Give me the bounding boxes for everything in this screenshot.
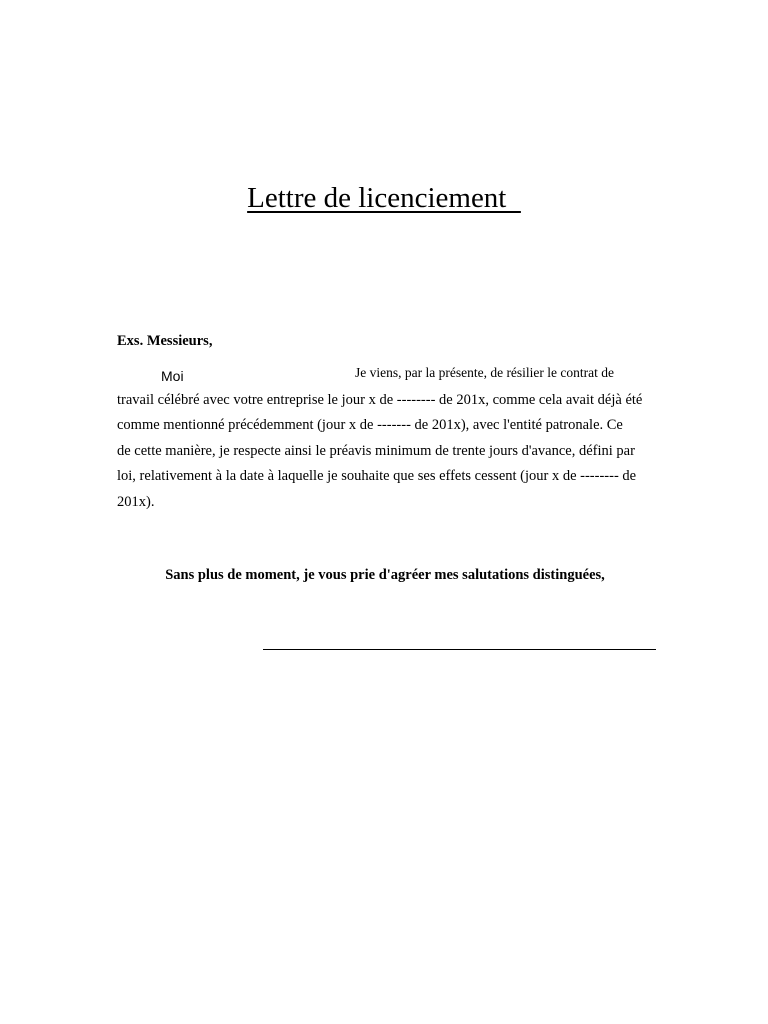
first-line-text: Je viens, par la présente, de résilier le contrat de — [355, 365, 615, 380]
document-title — [0, 180, 768, 216]
body-line: comme mentionné précédemment (jour x de ------- de 201x), avec l'entité patronale. Ce — [117, 417, 623, 433]
body-first-line — [117, 362, 637, 388]
body-line: de cette manière, je respecte ainsi le préavis minimum de trente jours d'avance, défini par — [117, 442, 635, 459]
first-word: Moi — [161, 368, 184, 384]
title-text: Lettre de licenciement — [247, 182, 521, 214]
signature-line — [263, 649, 656, 650]
body-line: loi, relativement à la date à laquelle je souhaite que ses effets cessent (jour x de -------- de — [117, 468, 637, 484]
salutation: Exs. Messieurs, — [117, 333, 213, 349]
closing-formula: Sans plus de moment, je vous prie d'agréer mes salutations distinguées, — [165, 567, 605, 583]
letter-body — [117, 362, 643, 515]
body-line: 201x). — [117, 493, 155, 510]
body-line: travail célébré avec votre entreprise le jour x de -------- de 201x, comme cela avait déjà été — [117, 391, 643, 408]
